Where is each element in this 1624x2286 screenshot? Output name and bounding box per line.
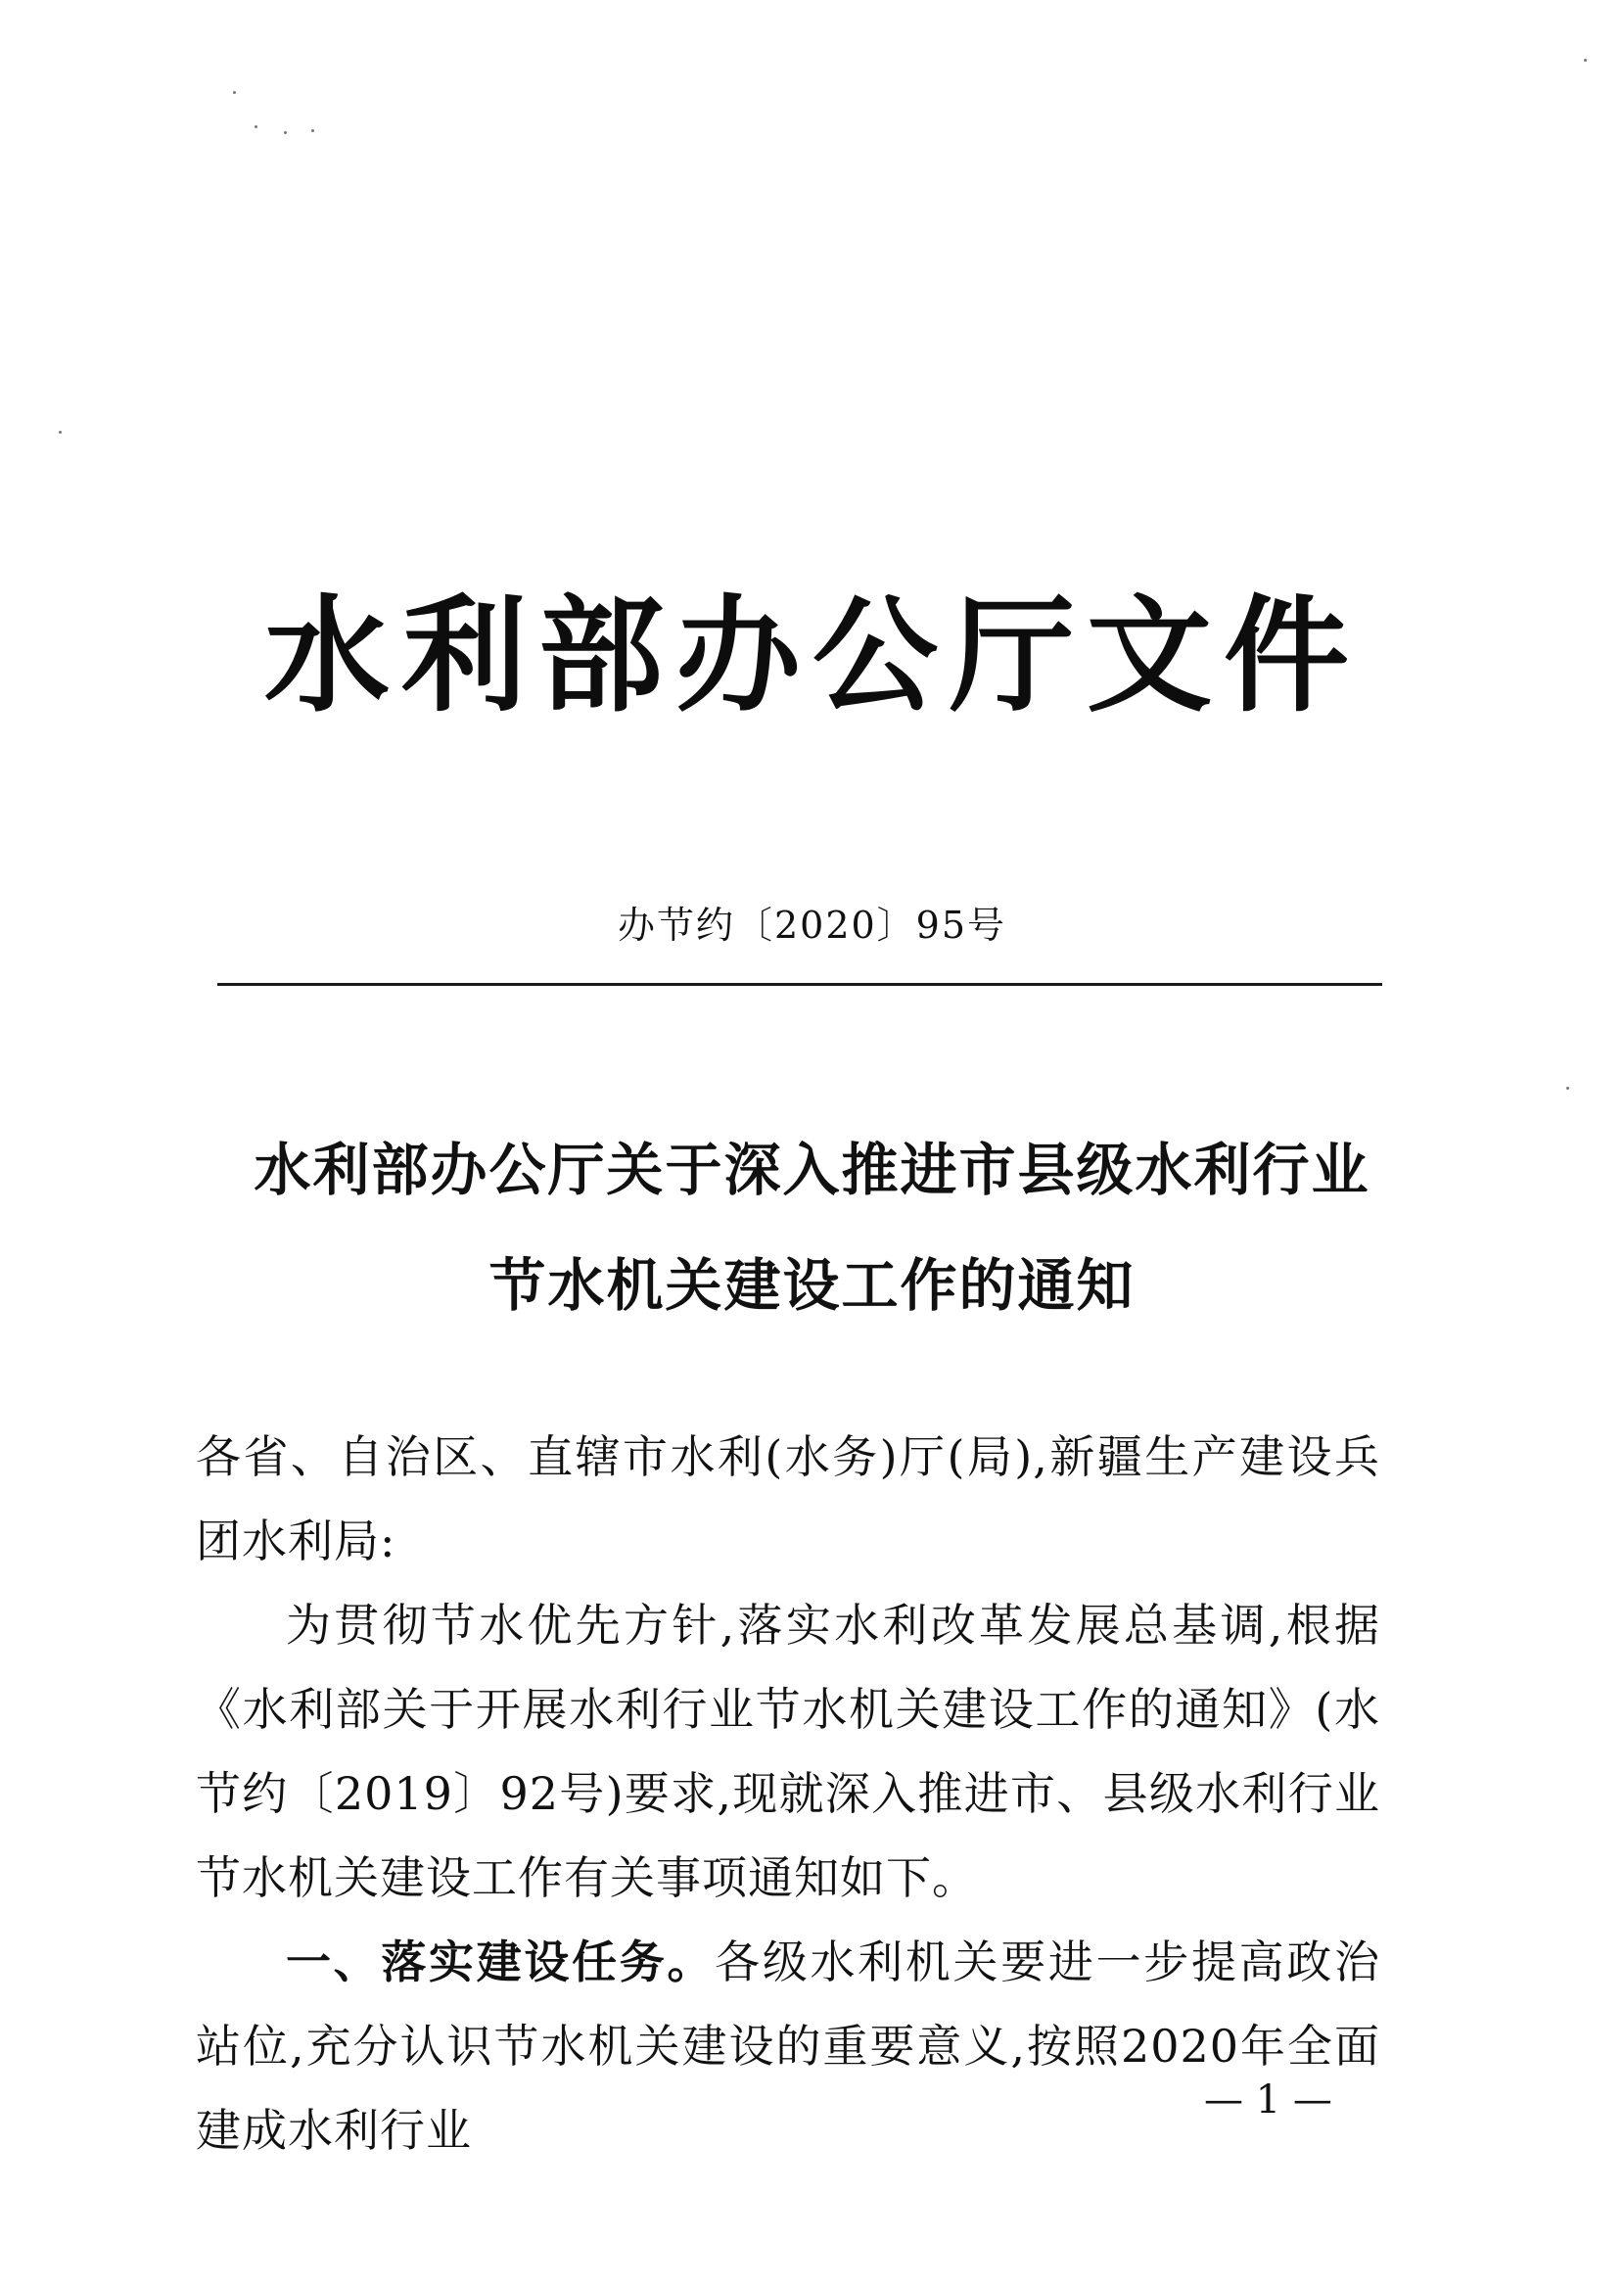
scan-speck [311, 129, 314, 132]
notice-title-line-1: 水利部办公厅关于深入推进市县级水利行业 [254, 1137, 1370, 1203]
document-body [196, 1415, 1380, 2172]
section-heading: 一、落实建设任务。 [286, 1936, 716, 1988]
scan-speck [255, 125, 257, 128]
scan-speck [1566, 1087, 1569, 1090]
masthead-title: 水利部办公厅文件 [264, 583, 1362, 729]
document-number: 办节约〔2020〕95号 [617, 904, 1007, 947]
header-divider [217, 983, 1382, 986]
paragraph-2-text: 各级水利机关要进一步提高政治站位,充分认识节水机关建设的重要意义,按照2020年全面建成水利行业 [196, 1936, 1381, 2157]
paragraph-2 [196, 1920, 1380, 2172]
addressee: 各省、自治区、直辖市水利(水务)厅(局),新疆生产建设兵团水利局: [196, 1430, 1380, 1567]
scan-speck [284, 131, 287, 134]
notice-title-line-2: 节水机关建设工作的通知 [488, 1252, 1136, 1319]
scan-speck [59, 431, 62, 434]
page-number: — 1 — [1204, 2077, 1332, 2123]
scan-speck [233, 91, 236, 94]
scan-speck [1584, 59, 1587, 62]
paragraph-1: 为贯彻节水优先方针,落实水利改革发展总基调,根据《水利部关于开展水利行业节水机关建设工作的通知》(水节约〔2019〕92号)要求,现就深入推进市、县级水利行业节水机关建设工作有关事项通知如下。 [196, 1599, 1380, 1904]
